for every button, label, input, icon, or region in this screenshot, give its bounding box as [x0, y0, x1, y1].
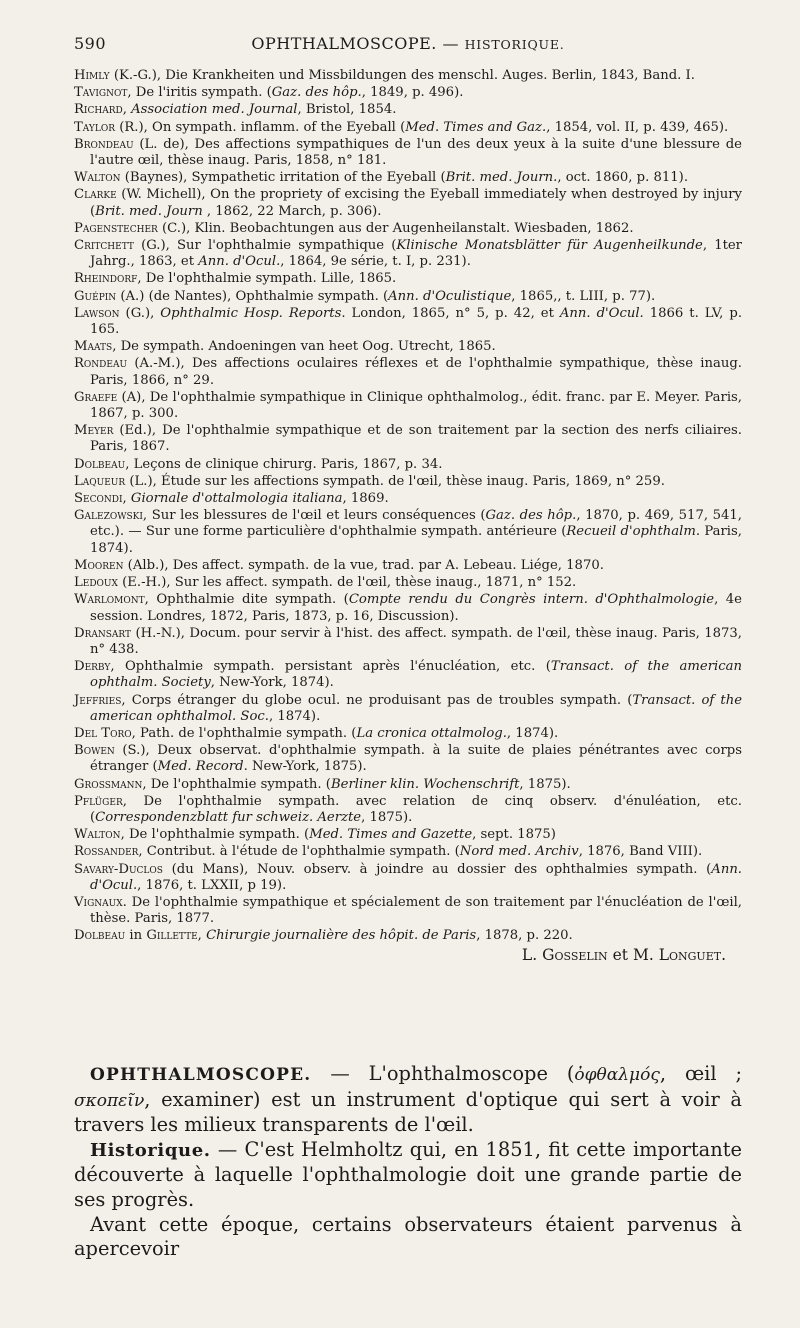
bibliography	[74, 68, 742, 965]
definition-paragraph	[74, 1062, 742, 1138]
reference-title: Recueil d'ophthalm.	[566, 524, 701, 540]
reference-entry	[74, 85, 742, 101]
reference-author: Vignaux	[74, 894, 123, 910]
reference-text: (L. de), Des affections sympathiques de l'un des deux yeux à la suite d'une blessure de l'autre œil, thèse inaug. Paris, 1858, n° 181.	[90, 136, 742, 169]
reference-entry	[74, 777, 742, 793]
reference-entry	[74, 306, 742, 338]
reference-entry	[74, 575, 742, 591]
reference-author: Maats	[74, 339, 113, 355]
reference-title: Correspondenzblatt fur schweiz. Aerzte	[95, 809, 362, 825]
reference-text: , 1ter Jahrg., 1863, et	[90, 238, 742, 270]
reference-author: Guépin	[74, 288, 117, 304]
reference-text: , De l'ophthalmie sympath. (	[142, 776, 331, 792]
reference-author: Rondeau	[74, 356, 128, 372]
reference-text: (C.), Klin. Beobachtungen aus der Augenheilanstalt. Wiesbaden, 1862.	[157, 220, 634, 236]
reference-text: (A.) (de Nantes), Ophthalmie sympath. (	[116, 288, 389, 304]
reference-entry	[74, 895, 742, 927]
reference-text: , 1869.	[342, 491, 389, 507]
reference-entry	[74, 491, 742, 507]
reference-author: Richard	[74, 102, 123, 118]
reference-text: , Ophthalmie dite sympath. (	[144, 592, 349, 608]
history-paragraph-2: Avant cette époque, certains observateurs étaient parvenus à apercevoir	[74, 1212, 742, 1261]
history-paragraph-1	[74, 1138, 742, 1213]
reference-author: Pflüger	[74, 793, 123, 809]
reference-text: (W. Michell), On the propriety of excising the Eyeball immediately when destroyed by injury (	[90, 187, 742, 219]
reference-author: Grossmann	[74, 776, 143, 792]
reference-entry	[74, 794, 742, 826]
reference-entry	[74, 390, 742, 422]
page-number: 590	[74, 34, 107, 53]
definition-text-3: , examiner) est un instrument d'optique qui sert à voir à travers les milieux transparents de l'œil.	[74, 1087, 742, 1137]
reference-text: , Corps étranger du globe ocul. ne produisant pas de troubles sympath. (	[121, 692, 633, 708]
reference-title: Giornale d'ottalmologia italiana	[130, 491, 343, 507]
reference-entry	[74, 928, 742, 944]
reference-text: . New-York, 1875).	[243, 759, 367, 775]
reference-text: (Alb.), Des affect. sympath. de la vue, trad. par A. Lebeau. Liége, 1870.	[123, 557, 604, 573]
reference-author: Meyer	[74, 423, 114, 439]
reference-text: (du Mans), Nouv. observ. à joindre au dossier des ophthalmies sympath. (	[162, 861, 712, 877]
reference-text: , Ophthalmie sympath. persistant après l'énucléation, etc. (	[110, 659, 551, 675]
reference-title: Gaz. des hôp.	[485, 508, 577, 524]
reference-text: (E.-H.), Sur les affect. sympath. de l'œil, thèse inaug., 1871, n° 152.	[117, 575, 577, 591]
reference-text: , 1864, 9e série, t. I, p. 231).	[280, 254, 471, 270]
history-text-1: — C'est Helmholtz qui, en 1851, fit cette importante découverte à laquelle l'ophthalmologie doit une grande partie de ses progrès.	[74, 1137, 742, 1211]
reference-text: in	[125, 928, 147, 944]
reference-author: Dolbeau	[74, 928, 126, 944]
reference-author: Lawson	[74, 305, 120, 321]
reference-author: Walton	[74, 827, 121, 843]
running-title-section: HISTORIQUE.	[464, 37, 565, 52]
reference-text: (A.-M.), Des affections oculaires réflexes et de l'ophthalmie sympathique, thèse inaug. Paris, 1866, n° 29.	[90, 356, 742, 388]
reference-text: . De l'ophthalmie sympathique et spécialement de son traitement par l'énucléation de l'œil, thèse. Paris, 1877.	[90, 894, 742, 927]
reference-text: , 1862, 22 March, p. 306).	[202, 203, 382, 219]
reference-entry	[74, 423, 742, 455]
signature-name-2: Longuet.	[658, 945, 726, 964]
reference-text: . London, 1865, n° 5, p. 42, et	[341, 305, 560, 321]
reference-text: (Ed.), De l'ophthalmie sympathique et de son traitement par la section des nerfs ciliaires. Paris, 1867.	[90, 423, 742, 455]
signature-name-1: Gosselin	[542, 945, 608, 964]
signature-conjunction: et	[612, 945, 629, 964]
section-rubric: Historique.	[90, 1139, 211, 1161]
reference-author: Taylor	[74, 119, 116, 135]
reference-text: , 1849, p. 496).	[361, 85, 464, 101]
reference-entry	[74, 693, 742, 725]
reference-text: , De l'ophthalmie sympath. (	[120, 827, 310, 843]
greek-term-1: ὀφθαλμός	[574, 1065, 660, 1085]
reference-text: , oct. 1860, p. 811).	[557, 170, 689, 186]
running-header	[74, 34, 742, 60]
reference-entry	[74, 827, 742, 843]
reference-author: Clarke	[74, 187, 117, 203]
reference-text: , 1876, Band VIII).	[578, 844, 703, 860]
entry-headword: OPHTHALMOSCOPE.	[90, 1065, 312, 1085]
reference-title: Ann. d'Ocul.	[198, 254, 281, 270]
article-ophthalmoscope	[74, 1062, 742, 1262]
running-title	[74, 34, 742, 53]
reference-text: , 1875).	[361, 809, 413, 825]
reference-text: , Leçons de clinique chirurg. Paris, 1867, p. 34.	[125, 456, 443, 472]
reference-entry	[74, 474, 742, 490]
reference-list	[74, 68, 742, 945]
reference-text: (S.), Deux observat. d'ophthalmie sympath. à la suite de plaies pénétrantes avec corps étranger (	[90, 743, 742, 775]
reference-title: Association med. Journal	[131, 102, 298, 118]
reference-entry	[74, 271, 742, 287]
reference-entry	[74, 356, 742, 388]
reference-entry	[74, 102, 742, 118]
reference-title: Med. Times and Gazette	[309, 827, 473, 843]
reference-text: Paris, 1874).	[90, 524, 742, 556]
reference-title: Med. Record	[157, 759, 244, 775]
reference-text: , Path. de l'ophthalmie sympath. (	[131, 725, 357, 741]
reference-author: Graefe	[74, 389, 118, 405]
reference-author: Savary-Duclos	[74, 861, 163, 877]
reference-entry	[74, 626, 742, 658]
reference-title: La cronica ottalmolog.	[356, 725, 507, 741]
reference-title: Ophthalmic Hosp. Reports	[160, 305, 342, 321]
reference-entry	[74, 238, 742, 270]
reference-entry	[74, 659, 742, 691]
definition-text-2: , œil ;	[659, 1062, 742, 1085]
signature-initial-1: L.	[521, 945, 538, 964]
reference-title: Nord med. Archiv	[459, 844, 579, 860]
reference-text: (G.),	[119, 305, 161, 321]
reference-entry	[74, 137, 742, 169]
reference-text: , 4e session. Londres, 1872, Paris, 1873, p. 16, Discussion).	[90, 592, 742, 624]
reference-entry	[74, 508, 742, 557]
reference-title: Med. Times and Gaz.	[405, 119, 547, 135]
reference-author: Ledoux	[74, 575, 118, 591]
reference-author: Pagenstecher	[74, 220, 158, 236]
reference-title: Klinische Monatsblätter für Augenheilkunde	[396, 238, 703, 254]
reference-text: , 1875).	[519, 776, 571, 792]
reference-text: 1866 t. LV, p. 165.	[90, 305, 743, 338]
reference-author: Critchett	[74, 238, 134, 254]
reference-author: Brondeau	[74, 136, 134, 152]
reference-entry	[74, 221, 742, 237]
reference-title: Compte rendu du Congrès intern. d'Ophthalmologie	[348, 592, 715, 608]
reference-text: , 1870, p. 469, 517, 541, etc.). — Sur une forme particulière d'ophthalmie sympath. antérieure (	[90, 508, 742, 540]
reference-text: (K.-G.), Die Krankheiten und Missbildungen des menschl. Auges. Berlin, 1843, Band. I.	[109, 68, 695, 83]
reference-author: Mooren	[74, 557, 124, 573]
reference-title: Ann. d'Oculistique	[388, 288, 512, 304]
running-title-main: OPHTHALMOSCOPE. —	[251, 34, 459, 53]
reference-entry	[74, 457, 742, 473]
reference-title: Transact. of the american ophthalm. Society	[90, 659, 742, 691]
reference-text: , 1854, vol. II, p. 439, 465).	[546, 119, 729, 135]
signature-initial-2: M.	[632, 945, 654, 964]
reference-text: (Baynes), Sympathetic irritation of the Eyeball (	[120, 170, 446, 186]
reference-author: Dolbeau	[74, 456, 126, 472]
reference-text: ,	[197, 928, 207, 944]
reference-text: , Bristol, 1854.	[297, 102, 397, 118]
reference-text: , Contribut. à l'étude de l'ophthalmie sympath. (	[138, 844, 460, 860]
reference-author: Bowen	[74, 743, 115, 759]
reference-title: Gaz. des hôp.	[271, 85, 362, 101]
reference-author: Dransart	[74, 625, 132, 641]
reference-author: Tavignot	[74, 85, 128, 101]
reference-text: , 1874).	[506, 725, 559, 741]
reference-title: Ann. d'Ocul.	[559, 305, 644, 321]
reference-author: Himly	[74, 68, 110, 83]
reference-text: , 1876, t. LXXII, p 19).	[137, 877, 287, 893]
reference-text: , New-York, 1874).	[210, 675, 334, 691]
reference-entry	[74, 862, 742, 894]
reference-text: , Sur les blessures de l'œil et leurs conséquences (	[142, 508, 486, 524]
reference-text: (R.), On sympath. inflamm. of the Eyeball (	[115, 119, 406, 135]
reference-text: ,	[122, 102, 132, 118]
reference-entry	[74, 743, 742, 775]
reference-title: Brit. med. Journ	[95, 203, 203, 219]
reference-text: ,	[122, 491, 131, 507]
reference-text: , 1874).	[268, 708, 321, 724]
reference-text: (G.), Sur l'ophthalmie sympathique (	[133, 238, 397, 254]
reference-entry	[74, 187, 742, 219]
reference-title: Ann. d'Ocul.	[90, 861, 742, 893]
greek-term-2: σκοπεῖν	[74, 1090, 145, 1111]
reference-title: Berliner klin. Wochenschrift	[330, 776, 520, 792]
reference-entry	[74, 844, 742, 860]
reference-author: Secondi	[74, 491, 123, 507]
reference-entry	[74, 339, 742, 355]
reference-text: (L.), Étude sur les affections sympath. de l'œil, thèse inaug. Paris, 1869, n° 259.	[125, 473, 665, 489]
reference-author: Laqueur	[74, 473, 126, 489]
reference-entry	[74, 68, 742, 84]
reference-entry	[74, 592, 742, 624]
reference-text: , De l'ophthalmie sympath. avec relation de cinq observ. d'énuléation, etc. (	[90, 793, 742, 825]
reference-entry	[74, 170, 742, 186]
reference-text: (H.-N.), Docum. pour servir à l'hist. des affect. sympath. de l'œil, thèse inaug. Paris, 1873, n° 438.	[90, 625, 742, 657]
reference-text: , 1878, p. 220.	[476, 928, 573, 944]
reference-text: , De l'iritis sympath. (	[127, 85, 272, 101]
reference-title: Brit. med. Journ.	[445, 170, 558, 186]
reference-text: Gillette	[146, 928, 198, 944]
reference-author: Walton	[74, 170, 121, 186]
reference-text: , De sympath. Andoeningen van heet Oog. Utrecht, 1865.	[112, 339, 496, 355]
reference-title: Chirurgie journalière des hôpit. de Paris	[206, 928, 477, 944]
reference-author: Galezowski	[74, 508, 143, 524]
reference-entry	[74, 289, 742, 305]
reference-text: , De l'ophthalmie sympath. Lille, 1865.	[137, 271, 397, 287]
reference-title: Transact. of the american ophthalmol. Soc.	[90, 692, 743, 724]
reference-author: Warlomont	[74, 592, 145, 608]
reference-author: Del Toro	[74, 725, 132, 741]
author-signature	[74, 946, 742, 965]
reference-entry	[74, 726, 742, 742]
reference-text: (A), De l'ophthalmie sympathique in Clinique ophthalmolog., édit. franc. par E. Meyer. Paris, 1867, p. 300.	[90, 389, 742, 422]
reference-author: Derby	[74, 659, 111, 675]
definition-text-1: — L'ophthalmoscope (	[311, 1062, 575, 1085]
reference-author: Rheindorf	[74, 271, 138, 287]
reference-text: , sept. 1875)	[472, 827, 556, 843]
reference-author: Rossander	[74, 844, 139, 860]
reference-author: Jeffries	[74, 692, 122, 708]
reference-entry	[74, 120, 742, 136]
reference-text: , 1865,, t. LIII, p. 77).	[511, 288, 656, 304]
reference-entry	[74, 558, 742, 574]
